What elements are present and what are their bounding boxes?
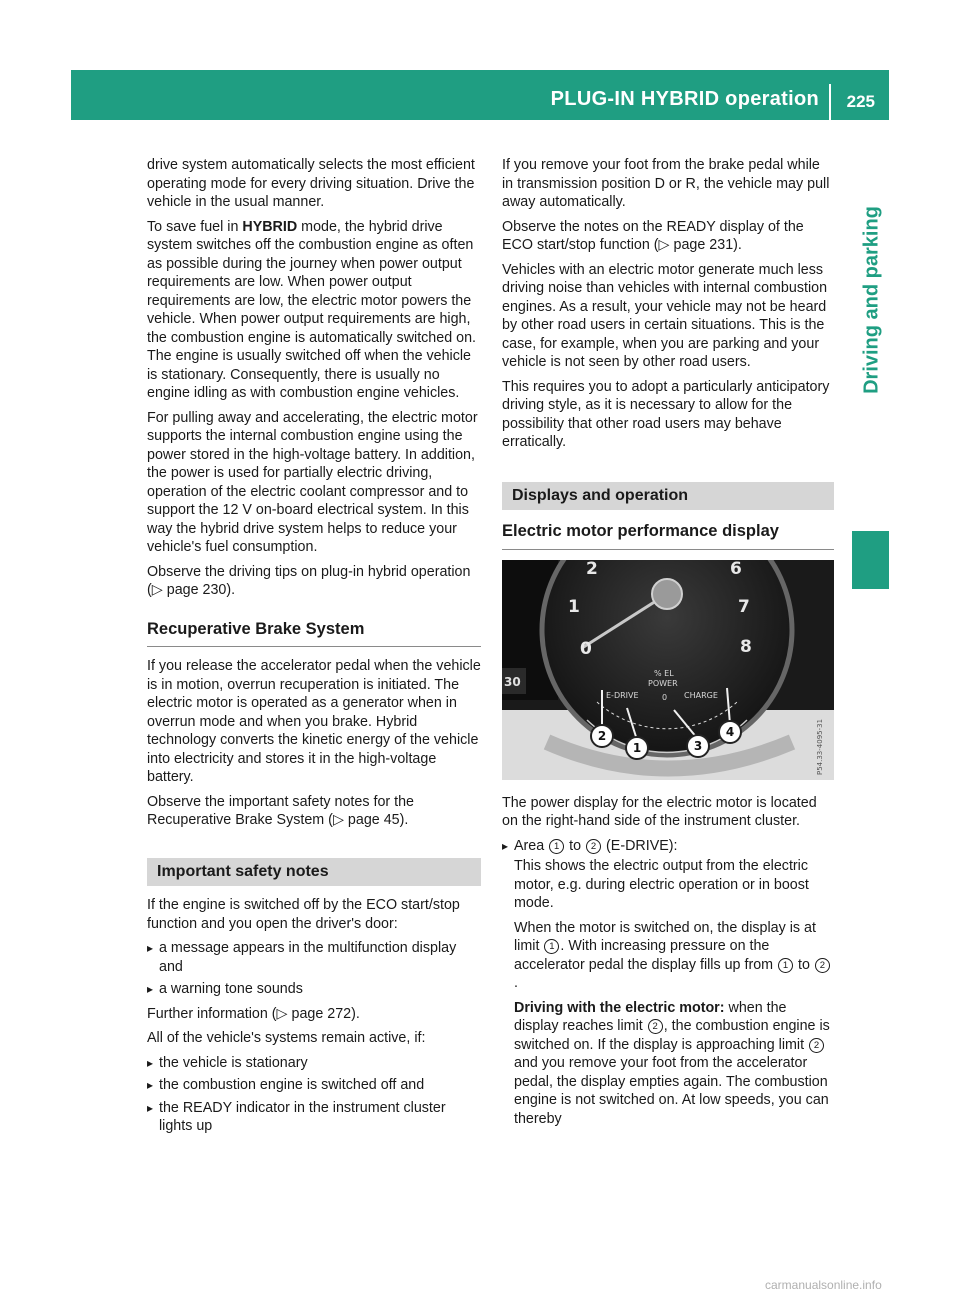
chapter-tab-marker xyxy=(852,531,889,589)
intro-paragraph: drive system automatically selects the most efficient operating mode for every driving situation. Drive the vehicle in the usual manner. xyxy=(147,157,475,210)
callout-ref: 1 xyxy=(549,839,564,854)
callout-number: 4 xyxy=(725,724,735,739)
callout-ref: 2 xyxy=(586,839,601,854)
callout-ref: 2 xyxy=(809,1038,824,1053)
callout-ref: 2 xyxy=(815,958,830,973)
list-item: ▸ a message appears in the multifunction display and xyxy=(147,939,481,976)
callout-number: 3 xyxy=(693,738,703,753)
safety-heading: Important safety notes xyxy=(147,858,481,887)
page-link[interactable]: page 230). xyxy=(166,582,236,598)
motor-display-heading: Electric motor performance display xyxy=(502,522,834,550)
driving-tips-paragraph: Observe the driving tips on plug-in hybrid operation (▷ page 230). xyxy=(147,563,471,598)
page-ref-arrow-icon: ▷ xyxy=(276,1005,288,1022)
power-display-image xyxy=(502,560,834,780)
power-display-caption: The power display for the electric motor is located on the right-hand side of the instrument cluster. xyxy=(502,794,817,829)
page-ref-arrow-icon: ▷ xyxy=(332,812,344,828)
callout-number: 1 xyxy=(632,740,642,755)
watermark: carmanualsonline.info xyxy=(765,1278,882,1292)
further-info: Further information (▷ page 272). xyxy=(147,1005,360,1022)
header-divider xyxy=(829,84,831,120)
page-ref-arrow-icon: ▷ xyxy=(658,237,670,253)
speed-readout: 30 xyxy=(504,674,521,689)
area-description: This shows the electric output from the electric motor, e.g. during electric operation or in boost mode. xyxy=(514,858,809,911)
header-bar xyxy=(71,70,889,120)
ready-notes: Observe the notes on the READY display of the ECO start/stop function (▷ page 231). xyxy=(502,218,804,253)
callout-number: 2 xyxy=(597,728,607,743)
pulling-away-paragraph: For pulling away and accelerating, the electric motor supports the internal combustion engine using the power stored in the high-voltage battery. In addition, the power is used for partially electric driving, operation of the electric coolant compressor and to support the 12 V on-board electrical system. In this way the hybrid drive system helps to reduce your vehicle's fuel consumption. xyxy=(147,409,478,555)
gauge-number: 7 xyxy=(738,596,750,617)
area-list xyxy=(502,837,834,1129)
anticipatory-paragraph: This requires you to adopt a particularly anticipatory driving style, as it is necessary to allow for the possibility that other road users may behave erratically. xyxy=(502,378,830,450)
edrive-label: E-DRIVE xyxy=(606,690,639,700)
area-limit-paragraph: When the motor is switched on, the display is at limit 1 . With increasing pressure on the accelerator pedal the display fills up from 1 to 2. xyxy=(514,919,834,993)
power-label: POWER xyxy=(648,678,678,688)
callout-ref: 1 xyxy=(544,939,559,954)
charge-label: CHARGE xyxy=(684,690,718,700)
page-link[interactable]: page 272). xyxy=(291,1005,360,1022)
recuperative-paragraph: If you release the accelerator pedal when the vehicle is in motion, overrun recuperation is initiated. The electric motor is operated as a generator when in overrun mode and when you brake. Hybrid technology converts the kinetic energy of the vehicle into electricity and stores it in the high-voltage battery. xyxy=(147,658,481,785)
gauge-number: 6 xyxy=(730,559,742,579)
callout-ref: 2 xyxy=(648,1019,663,1034)
page-link[interactable]: page 231). xyxy=(673,237,742,253)
noise-paragraph: Vehicles with an electric motor generate much less driving noise than vehicles with internal combustion engines. As a result, your vehicle may not be heard by other road users in certain situations. This is the case, for example, when you are parking and your vehicle is not seen by other road users. xyxy=(502,261,828,370)
image-ref-code: P54.33-4095-31 xyxy=(816,718,824,775)
list-item: ▸ a warning tone sounds xyxy=(147,980,481,999)
callout-ref: 1 xyxy=(778,958,793,973)
gauge-number: 0 xyxy=(580,638,592,659)
driving-electric-paragraph: Driving with the electric motor: when the display reaches limit 2 , the combustion engine is switched on. If the display is approaching limit 2 and you remove your foot from the accelerator pedal, the display empties again. The combustion engine is not switched on. At low speeds, you can thereby xyxy=(514,999,830,1127)
zero-label: 0 xyxy=(662,692,668,702)
recuperative-notes: Observe the important safety notes for the Recuperative Brake System (▷ page 45). xyxy=(147,793,415,828)
left-column xyxy=(147,156,481,1142)
page-ref-arrow-icon: ▷ xyxy=(151,582,163,598)
safety-list xyxy=(147,939,481,999)
right-column xyxy=(502,156,834,1134)
page-number: 225 xyxy=(846,92,875,111)
displays-heading: Displays and operation xyxy=(502,482,834,511)
instrument-cluster-illustration xyxy=(502,560,834,780)
page-link[interactable]: page 45). xyxy=(347,812,409,828)
brake-paragraph: If you remove your foot from the brake pedal while in transmission position D or R, the vehicle may pull away automatically. xyxy=(502,157,830,210)
gauge-number: 8 xyxy=(740,636,752,657)
safety-paragraph: If the engine is switched off by the ECO start/stop function and you open the driver's door: xyxy=(147,897,460,932)
chapter-tab-label: Driving and parking xyxy=(860,206,883,394)
list-item: ▸ the vehicle is stationary xyxy=(147,1054,481,1073)
list-item: ▸ Area 1 to 2 (E-DRIVE): This shows the electric output from the electric motor, e.g. during electric operation or in boost mode. When the motor is switched on, the display is at limit 1 . With increasing pressure on the accelerator pedal the display fills up from 1 to 2. Driving with the electric motor: when the display reaches limit 2 , the combustion engine is switched on. If the display is approaching limit 2 and you remove your foot from the accelerator pedal, the display empties again. The combustion engine is not switched on. At low speeds, you can thereby xyxy=(502,837,834,1129)
hybrid-paragraph: To save fuel in HYBRID mode, the hybrid drive system switches off the combustion engine as often as possible during the journey when power output requirements are low. When power output requirements are low, the electric motor powers the vehicle. When power output requirements are high, the combustion engine is automatically switched on. The engine is usually switched off when the vehicle is stationary. Consequently, there is usually no engine idling as with combustion engine vehicles. xyxy=(147,218,477,401)
recuperative-heading: Recuperative Brake System xyxy=(147,620,481,648)
active-list xyxy=(147,1054,481,1136)
list-item: ▸ the READY indicator in the instrument cluster lights up xyxy=(147,1099,481,1136)
active-paragraph: All of the vehicle's systems remain active, if: xyxy=(147,1030,426,1046)
page-header-title: PLUG-IN HYBRID operation xyxy=(550,88,819,110)
gauge-number: 2 xyxy=(586,559,598,579)
el-label: % EL xyxy=(654,668,674,678)
gauge-number: 1 xyxy=(568,596,580,617)
list-item: ▸ the combustion engine is switched off and xyxy=(147,1076,481,1095)
